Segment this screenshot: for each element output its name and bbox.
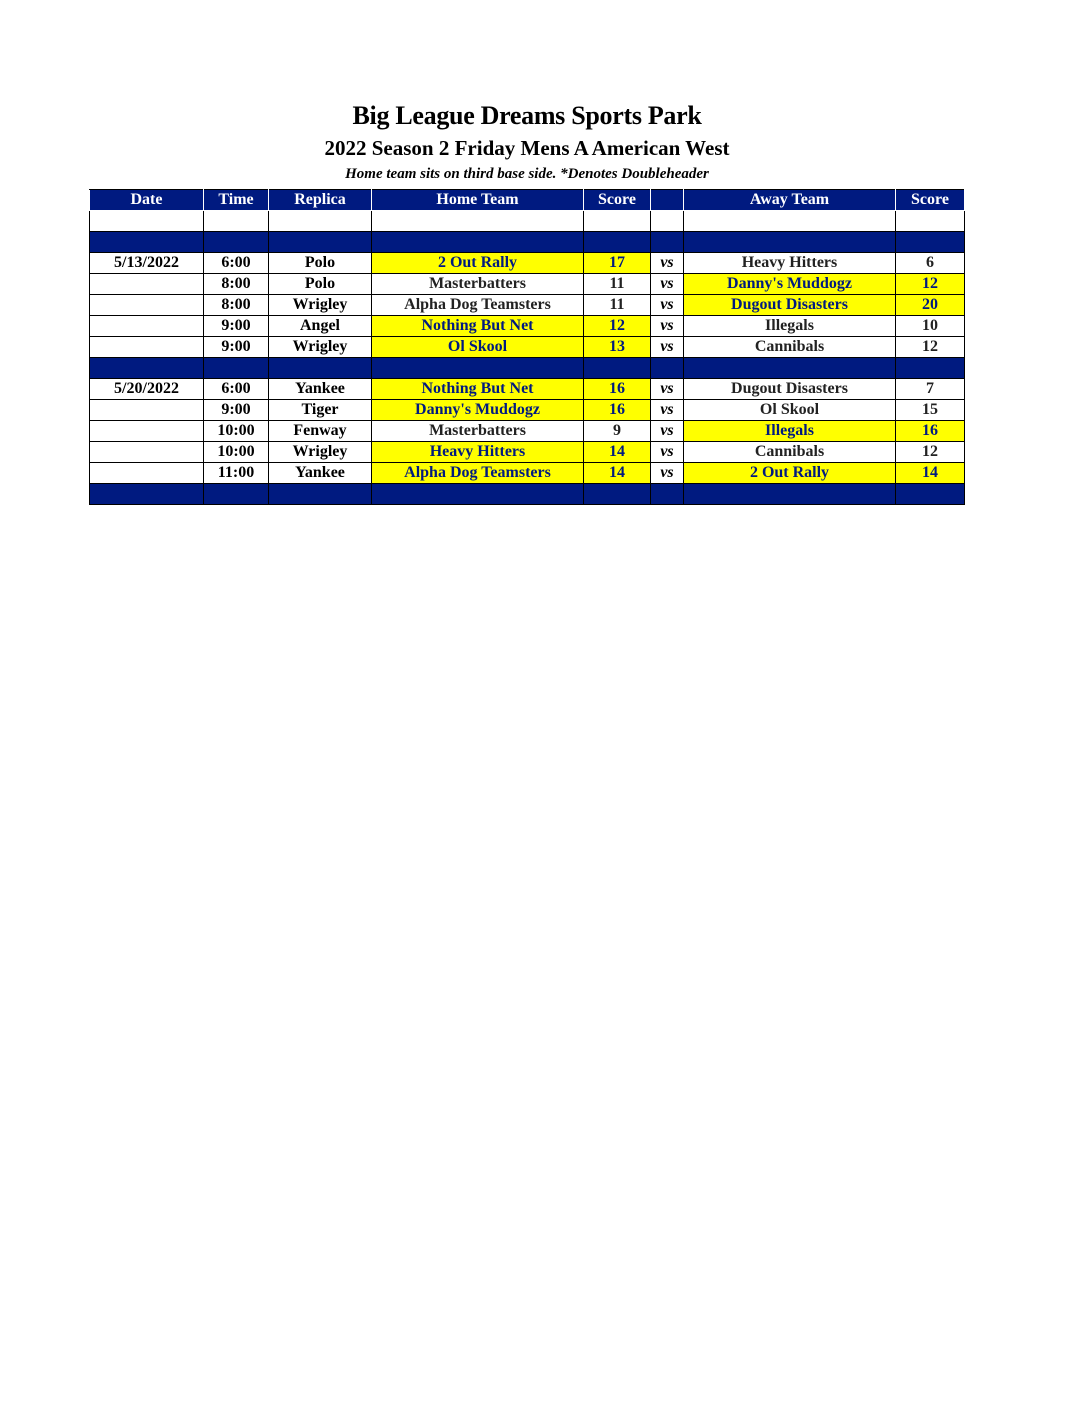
- table-row: [90, 295, 965, 316]
- game-time: 11:00: [204, 463, 269, 484]
- game-time: 8:00: [204, 295, 269, 316]
- empty-cell: [651, 358, 684, 379]
- empty-cell: [90, 232, 204, 253]
- game-date: 5/20/2022: [90, 379, 204, 400]
- empty-cell: [269, 232, 372, 253]
- home-score: 13: [584, 337, 651, 358]
- empty-cell: [204, 484, 269, 505]
- empty-cell: [372, 358, 584, 379]
- vs-label: vs: [651, 316, 684, 337]
- divider-band: [90, 232, 965, 253]
- game-date: [90, 463, 204, 484]
- empty-cell: [684, 211, 896, 232]
- vs-label: vs: [651, 400, 684, 421]
- away-score: 12: [896, 442, 965, 463]
- empty-cell: [651, 211, 684, 232]
- spacer-row: [90, 211, 965, 232]
- home-team: Heavy Hitters: [372, 442, 584, 463]
- table-row: [90, 400, 965, 421]
- table-row: [90, 442, 965, 463]
- home-score: 11: [584, 295, 651, 316]
- away-team: Illegals: [684, 421, 896, 442]
- game-time: 10:00: [204, 421, 269, 442]
- page-note: Home team sits on third base side. *Denotes Doubleheader: [345, 166, 709, 182]
- game-time: 10:00: [204, 442, 269, 463]
- away-team: Cannibals: [684, 337, 896, 358]
- game-date: [90, 316, 204, 337]
- game-field: Angel: [269, 316, 372, 337]
- away-team: Dugout Disasters: [684, 295, 896, 316]
- empty-cell: [896, 232, 965, 253]
- empty-cell: [584, 358, 651, 379]
- table-row: [90, 463, 965, 484]
- home-team: Ol Skool: [372, 337, 584, 358]
- game-time: 6:00: [204, 379, 269, 400]
- home-team: Nothing But Net: [372, 379, 584, 400]
- empty-cell: [372, 211, 584, 232]
- home-team: Alpha Dog Teamsters: [372, 295, 584, 316]
- empty-cell: [269, 484, 372, 505]
- col-header-away-team: Away Team: [684, 190, 896, 211]
- table-row: [90, 274, 965, 295]
- empty-cell: [90, 358, 204, 379]
- empty-cell: [372, 484, 584, 505]
- away-team: Cannibals: [684, 442, 896, 463]
- home-score: 16: [584, 379, 651, 400]
- game-field: Polo: [269, 274, 372, 295]
- away-score: 20: [896, 295, 965, 316]
- page-title: Big League Dreams Sports Park: [352, 101, 702, 130]
- empty-cell: [584, 232, 651, 253]
- empty-cell: [584, 484, 651, 505]
- schedule-body: [90, 211, 965, 505]
- home-score: 14: [584, 463, 651, 484]
- empty-cell: [684, 358, 896, 379]
- home-team: Masterbatters: [372, 274, 584, 295]
- game-date: [90, 442, 204, 463]
- away-score: 12: [896, 337, 965, 358]
- empty-cell: [896, 484, 965, 505]
- game-time: 9:00: [204, 316, 269, 337]
- vs-label: vs: [651, 274, 684, 295]
- table-row: [90, 421, 965, 442]
- divider-band: [90, 484, 965, 505]
- game-date: [90, 295, 204, 316]
- game-field: Fenway: [269, 421, 372, 442]
- game-field: Yankee: [269, 463, 372, 484]
- game-field: Wrigley: [269, 442, 372, 463]
- game-field: Wrigley: [269, 295, 372, 316]
- empty-cell: [896, 358, 965, 379]
- away-team: Ol Skool: [684, 400, 896, 421]
- game-field: Yankee: [269, 379, 372, 400]
- home-score: 9: [584, 421, 651, 442]
- vs-label: vs: [651, 442, 684, 463]
- empty-cell: [651, 484, 684, 505]
- away-team: Heavy Hitters: [684, 253, 896, 274]
- empty-cell: [684, 484, 896, 505]
- away-score: 10: [896, 316, 965, 337]
- empty-cell: [269, 358, 372, 379]
- vs-label: vs: [651, 295, 684, 316]
- away-score: 6: [896, 253, 965, 274]
- vs-label: vs: [651, 463, 684, 484]
- table-row: [90, 337, 965, 358]
- empty-cell: [204, 211, 269, 232]
- col-header-home-team: Home Team: [372, 190, 584, 211]
- game-date: 5/13/2022: [90, 253, 204, 274]
- col-header-home-score: Score: [584, 190, 651, 211]
- away-score: 12: [896, 274, 965, 295]
- empty-cell: [204, 232, 269, 253]
- home-score: 12: [584, 316, 651, 337]
- empty-cell: [896, 211, 965, 232]
- empty-cell: [269, 211, 372, 232]
- col-header-replica: Replica: [269, 190, 372, 211]
- home-team: Masterbatters: [372, 421, 584, 442]
- vs-label: vs: [651, 421, 684, 442]
- vs-label: vs: [651, 337, 684, 358]
- table-row: [90, 253, 965, 274]
- game-time: 9:00: [204, 400, 269, 421]
- table-row: [90, 316, 965, 337]
- game-date: [90, 274, 204, 295]
- game-date: [90, 337, 204, 358]
- home-score: 17: [584, 253, 651, 274]
- empty-cell: [204, 358, 269, 379]
- away-team: Danny's Muddogz: [684, 274, 896, 295]
- col-header-time: Time: [204, 190, 269, 211]
- home-team: Danny's Muddogz: [372, 400, 584, 421]
- home-score: 11: [584, 274, 651, 295]
- col-header-away-score: Score: [896, 190, 965, 211]
- empty-cell: [372, 232, 584, 253]
- empty-cell: [684, 232, 896, 253]
- page-subtitle: 2022 Season 2 Friday Mens A American West: [324, 136, 730, 160]
- vs-label: vs: [651, 379, 684, 400]
- home-team: Alpha Dog Teamsters: [372, 463, 584, 484]
- empty-cell: [90, 484, 204, 505]
- home-score: 16: [584, 400, 651, 421]
- away-score: 7: [896, 379, 965, 400]
- empty-cell: [584, 211, 651, 232]
- game-time: 6:00: [204, 253, 269, 274]
- table-header-row: [90, 190, 965, 211]
- away-team: Dugout Disasters: [684, 379, 896, 400]
- game-date: [90, 400, 204, 421]
- col-header-date: Date: [90, 190, 204, 211]
- away-team: Illegals: [684, 316, 896, 337]
- divider-band: [90, 358, 965, 379]
- schedule-table: [89, 189, 965, 505]
- table-row: [90, 379, 965, 400]
- game-time: 8:00: [204, 274, 269, 295]
- game-field: Tiger: [269, 400, 372, 421]
- empty-cell: [651, 232, 684, 253]
- away-team: 2 Out Rally: [684, 463, 896, 484]
- home-team: 2 Out Rally: [372, 253, 584, 274]
- col-header-vs: [651, 190, 684, 211]
- vs-label: vs: [651, 253, 684, 274]
- game-field: Polo: [269, 253, 372, 274]
- game-date: [90, 421, 204, 442]
- game-time: 9:00: [204, 337, 269, 358]
- home-score: 14: [584, 442, 651, 463]
- game-field: Wrigley: [269, 337, 372, 358]
- home-team: Nothing But Net: [372, 316, 584, 337]
- away-score: 14: [896, 463, 965, 484]
- away-score: 15: [896, 400, 965, 421]
- empty-cell: [90, 211, 204, 232]
- away-score: 16: [896, 421, 965, 442]
